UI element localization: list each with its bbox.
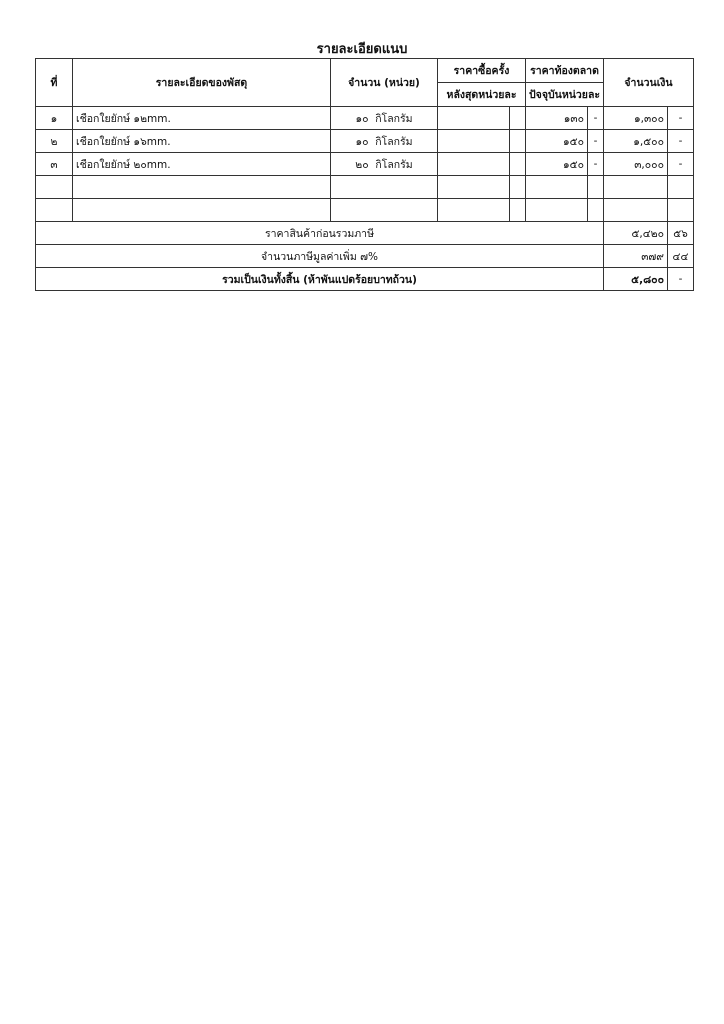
- table-row: [36, 199, 694, 222]
- item-quantity: [331, 153, 438, 176]
- item-description: [73, 176, 331, 199]
- item-no: ๑: [36, 107, 73, 130]
- table-row: [36, 130, 694, 153]
- item-amount-dec: [668, 176, 694, 199]
- item-market-price: [526, 176, 588, 199]
- vat-row: [36, 245, 694, 268]
- item-market-price: ๑๕๐: [526, 153, 588, 176]
- item-amount: ๑,๕๐๐: [604, 130, 668, 153]
- table-row: [36, 176, 694, 199]
- total-row: [36, 268, 694, 291]
- attachment-table: [35, 58, 694, 291]
- vat-dec: ๔๔: [668, 245, 694, 268]
- item-description: เชือกใยยักษ์ ๑๖mm.: [73, 130, 331, 153]
- item-amount-dec: -: [668, 153, 694, 176]
- item-description: [73, 199, 331, 222]
- item-market-price-dec: [588, 176, 604, 199]
- item-unit: กิโลกรัม: [375, 112, 413, 125]
- header-amount: จำนวนเงิน: [604, 59, 694, 107]
- item-no: [36, 199, 73, 222]
- header-row-1: [36, 59, 694, 83]
- document-title: รายละเอียดแนบ: [316, 42, 408, 57]
- subtotal-row: [36, 222, 694, 245]
- subtotal-dec: ๕๖: [668, 222, 694, 245]
- item-market-price-dec: -: [588, 153, 604, 176]
- item-amount: [604, 176, 668, 199]
- item-market-price: ๑๕๐: [526, 130, 588, 153]
- item-last-price: [438, 176, 510, 199]
- item-description: เชือกใยยักษ์ ๑๒mm.: [73, 107, 331, 130]
- header-no: ที่: [36, 59, 73, 107]
- vat-label: จำนวนภาษีมูลค่าเพิ่ม ๗%: [36, 245, 604, 268]
- header-quantity: จำนวน (หน่วย): [331, 59, 438, 107]
- header-last-price-line1: ราคาซื้อครั้ง: [438, 59, 526, 83]
- total-dec: -: [668, 268, 694, 291]
- item-qty: ๒๐: [355, 158, 369, 171]
- item-quantity: [331, 130, 438, 153]
- item-quantity: [331, 176, 438, 199]
- item-market-price-dec: [588, 199, 604, 222]
- item-description: เชือกใยยักษ์ ๒๐mm.: [73, 153, 331, 176]
- item-amount-dec: [668, 199, 694, 222]
- item-qty: ๑๐: [355, 135, 369, 148]
- item-last-price-dec: [510, 130, 526, 153]
- item-unit: กิโลกรัม: [375, 158, 413, 171]
- total-label: รวมเป็นเงินทั้งสิ้น (ห้าพันแปดร้อยบาทถ้วน): [36, 268, 604, 291]
- subtotal-label: ราคาสินค้าก่อนรวมภาษี: [36, 222, 604, 245]
- item-market-price-dec: -: [588, 130, 604, 153]
- item-no: ๓: [36, 153, 73, 176]
- item-last-price: [438, 153, 510, 176]
- item-last-price: [438, 199, 510, 222]
- subtotal-value: ๕,๔๒๐: [604, 222, 668, 245]
- item-amount: [604, 199, 668, 222]
- item-last-price-dec: [510, 176, 526, 199]
- item-no: ๒: [36, 130, 73, 153]
- header-last-price-line2: หลังสุดหน่วยละ: [438, 83, 526, 107]
- header-market-price-line1: ราคาท้องตลาด: [526, 59, 604, 83]
- item-quantity: [331, 107, 438, 130]
- header-description: รายละเอียดของพัสดุ: [73, 59, 331, 107]
- item-amount: ๓,๐๐๐: [604, 153, 668, 176]
- total-value: ๕,๘๐๐: [604, 268, 668, 291]
- item-last-price-dec: [510, 153, 526, 176]
- item-market-price: [526, 199, 588, 222]
- item-last-price-dec: [510, 107, 526, 130]
- item-market-price: ๑๓๐: [526, 107, 588, 130]
- vat-value: ๓๗๙: [604, 245, 668, 268]
- item-market-price-dec: -: [588, 107, 604, 130]
- item-qty: ๑๐: [355, 112, 369, 125]
- item-last-price: [438, 107, 510, 130]
- header-market-price-line2: ปัจจุบันหน่วยละ: [526, 83, 604, 107]
- item-quantity: [331, 199, 438, 222]
- item-amount: ๑,๓๐๐: [604, 107, 668, 130]
- item-last-price-dec: [510, 199, 526, 222]
- item-unit: กิโลกรัม: [375, 135, 413, 148]
- item-last-price: [438, 130, 510, 153]
- item-amount-dec: -: [668, 130, 694, 153]
- table-row: [36, 107, 694, 130]
- item-amount-dec: -: [668, 107, 694, 130]
- table-row: [36, 153, 694, 176]
- item-no: [36, 176, 73, 199]
